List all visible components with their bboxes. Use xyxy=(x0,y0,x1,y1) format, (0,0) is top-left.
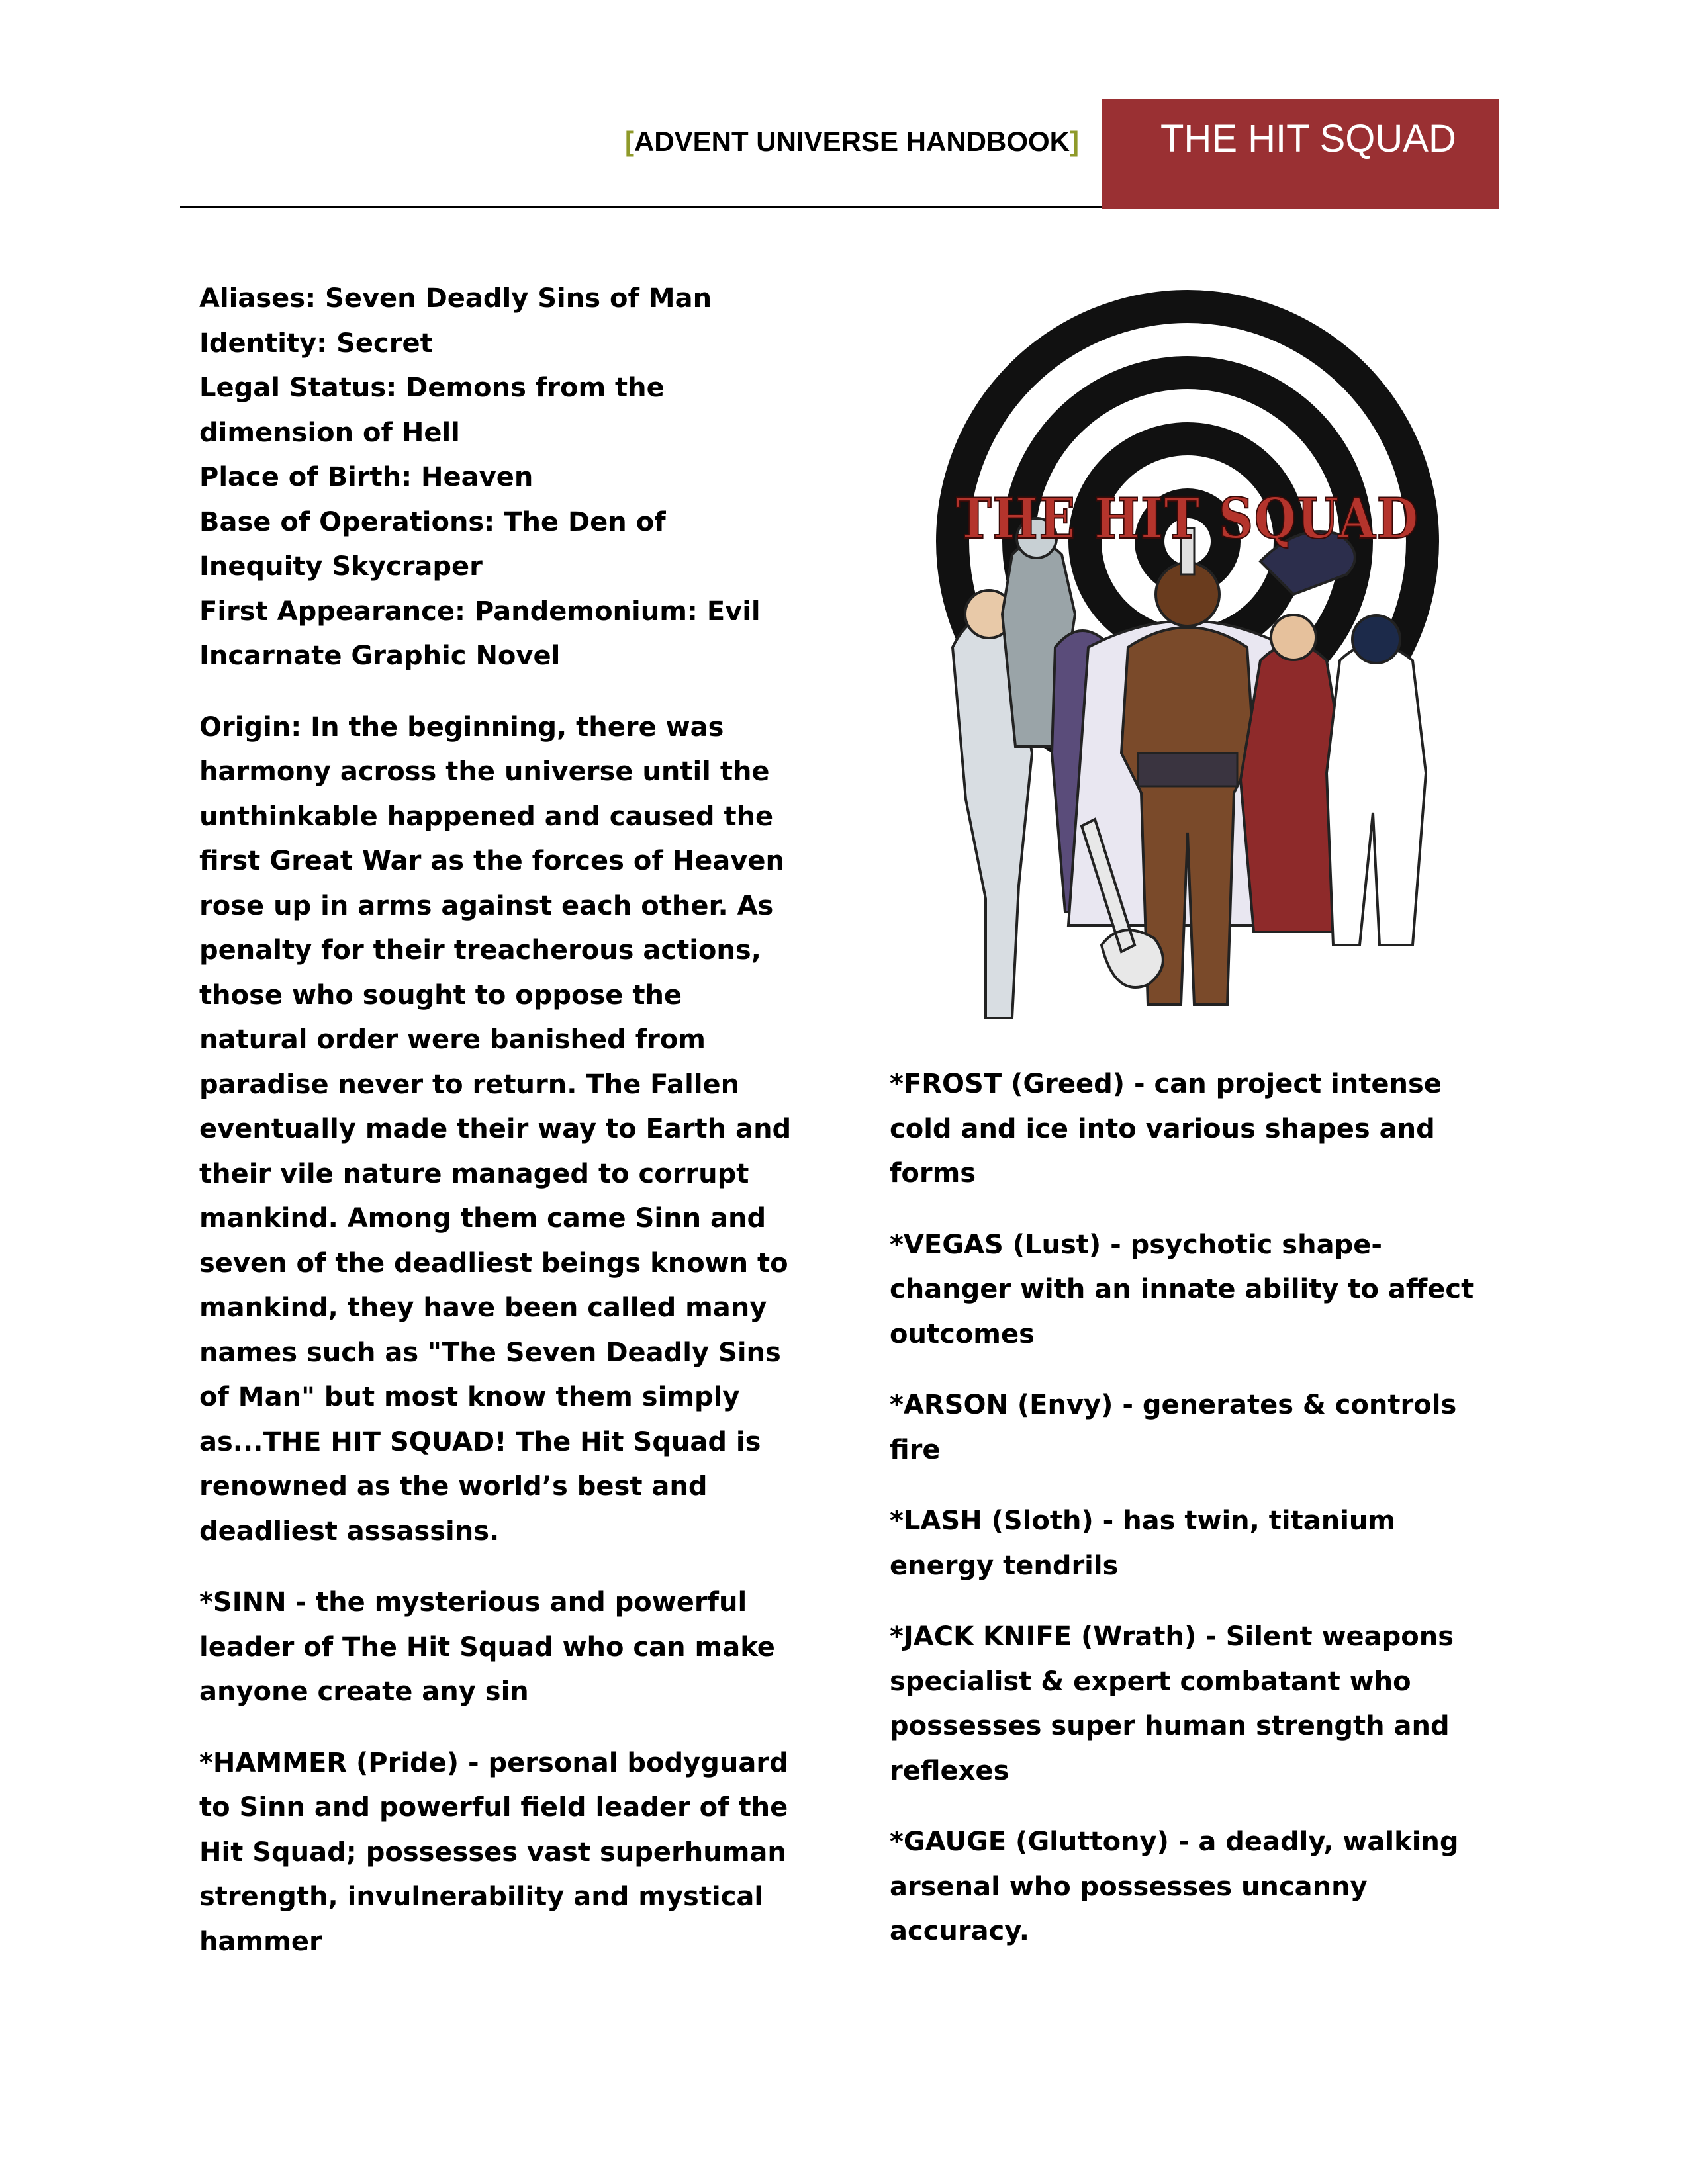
bio-block xyxy=(199,277,815,679)
handbook-title xyxy=(596,126,1079,158)
left-column xyxy=(199,277,815,1991)
member-line: forms xyxy=(890,1158,976,1189)
member-line: *GAUGE (Gluttony) - a deadly, walking xyxy=(890,1827,1459,1857)
origin-line: harmony across the universe until the xyxy=(199,756,770,787)
member-line: outcomes xyxy=(890,1318,1035,1349)
member-arson xyxy=(890,1383,1505,1473)
origin-line: mankind, they have been called many xyxy=(199,1293,767,1323)
cover-title: THE HIT SQUAD xyxy=(956,486,1419,551)
member-line: anyone create any sin xyxy=(199,1676,529,1707)
bio-line: dimension of Hell xyxy=(199,417,460,448)
origin-line: Origin: In the beginning, there was xyxy=(199,711,724,743)
member-line: *ARSON (Envy) - generates & controls xyxy=(890,1390,1457,1420)
origin-line: as...THE HIT SQUAD! The Hit Squad is xyxy=(199,1426,761,1457)
member-line: to Sinn and powerful field leader of the xyxy=(199,1792,788,1823)
origin-line: paradise never to return. The Fallen xyxy=(199,1069,740,1100)
figure-hammer-belt xyxy=(1138,753,1237,786)
origin-line: eventually made their way to Earth and xyxy=(199,1114,792,1144)
member-line: possesses super human strength and xyxy=(890,1711,1450,1741)
member-line: *SINN - the mysterious and powerful xyxy=(199,1587,747,1617)
origin-line: names such as "The Seven Deadly Sins xyxy=(199,1337,781,1368)
figure-gauge-head xyxy=(1352,615,1400,663)
figure-gauge xyxy=(1327,644,1426,945)
member-line: changer with an innate ability to affect xyxy=(890,1274,1474,1304)
bio-line: Legal Status: Demons from the xyxy=(199,373,665,403)
origin-line: first Great War as the forces of Heaven xyxy=(199,846,784,876)
bio-line: Incarnate Graphic Novel xyxy=(199,641,561,671)
member-sinn xyxy=(199,1580,815,1715)
bio-line: Aliases: Seven Deadly Sins of Man xyxy=(199,283,712,314)
member-line: leader of The Hit Squad who can make xyxy=(199,1631,775,1662)
member-line: Hit Squad; possesses vast superhuman xyxy=(199,1837,786,1868)
member-gauge xyxy=(890,1820,1505,1954)
member-line: *VEGAS (Lust) - psychotic shape- xyxy=(890,1229,1382,1260)
member-line: strength, invulnerability and mystical xyxy=(199,1882,764,1912)
member-line: *FROST (Greed) - can project intense xyxy=(890,1069,1442,1099)
right-column xyxy=(890,1062,1505,1981)
origin-line: of Man" but most know them simply xyxy=(199,1382,740,1412)
member-line: hammer xyxy=(199,1926,322,1957)
member-jack-knife xyxy=(890,1615,1505,1794)
header-divider xyxy=(180,206,1102,208)
handbook-title-text: ADVENT UNIVERSE HANDBOOK xyxy=(633,126,1070,157)
member-line: arsenal who possesses uncanny xyxy=(890,1871,1368,1902)
origin-line: mankind. Among them came Sinn and xyxy=(199,1203,767,1234)
origin-line: renowned as the world’s best and xyxy=(199,1471,708,1502)
bio-line: First Appearance: Pandemonium: Evil xyxy=(199,596,761,627)
origin-line: penalty for their treacherous actions, xyxy=(199,935,761,966)
member-line: reflexes xyxy=(890,1755,1009,1786)
origin-block xyxy=(199,705,815,1555)
origin-line: their vile nature managed to corrupt xyxy=(199,1158,749,1189)
bio-line: Identity: Secret xyxy=(199,328,433,359)
bio-line: Inequity Skycraper xyxy=(199,551,483,582)
bio-line: Place of Birth: Heaven xyxy=(199,462,534,492)
origin-line: deadliest assassins. xyxy=(199,1516,500,1547)
member-line: fire xyxy=(890,1434,941,1465)
member-line: specialist & expert combatant who xyxy=(890,1666,1411,1697)
section-title: THE HIT SQUAD xyxy=(1160,117,1456,160)
member-line: cold and ice into various shapes and xyxy=(890,1113,1435,1144)
bracket-open: [ xyxy=(624,126,634,157)
origin-line: rose up in arms against each other. As xyxy=(199,890,774,921)
member-frost xyxy=(890,1062,1505,1197)
member-line: *LASH (Sloth) - has twin, titanium xyxy=(890,1506,1396,1536)
origin-line: unthinkable happened and caused the xyxy=(199,801,774,832)
bio-line: Base of Operations: The Den of xyxy=(199,506,666,537)
origin-line: seven of the deadliest beings known to xyxy=(199,1248,788,1279)
member-line: accuracy. xyxy=(890,1916,1029,1946)
member-vegas xyxy=(890,1223,1505,1357)
origin-line: those who sought to oppose the xyxy=(199,979,682,1011)
member-line: *JACK KNIFE (Wrath) - Silent weapons xyxy=(890,1621,1454,1652)
cover-illustration xyxy=(890,277,1485,1026)
member-line: *HAMMER (Pride) - personal bodyguard xyxy=(199,1747,788,1778)
bracket-close: ] xyxy=(1070,126,1079,157)
figure-arson-head xyxy=(1271,615,1316,660)
member-lash xyxy=(890,1499,1505,1588)
member-line: energy tendrils xyxy=(890,1550,1119,1581)
origin-line: natural order were banished from xyxy=(199,1024,706,1055)
member-hammer xyxy=(199,1741,815,1965)
cover-art xyxy=(890,277,1485,1026)
section-title-box xyxy=(1102,99,1499,209)
